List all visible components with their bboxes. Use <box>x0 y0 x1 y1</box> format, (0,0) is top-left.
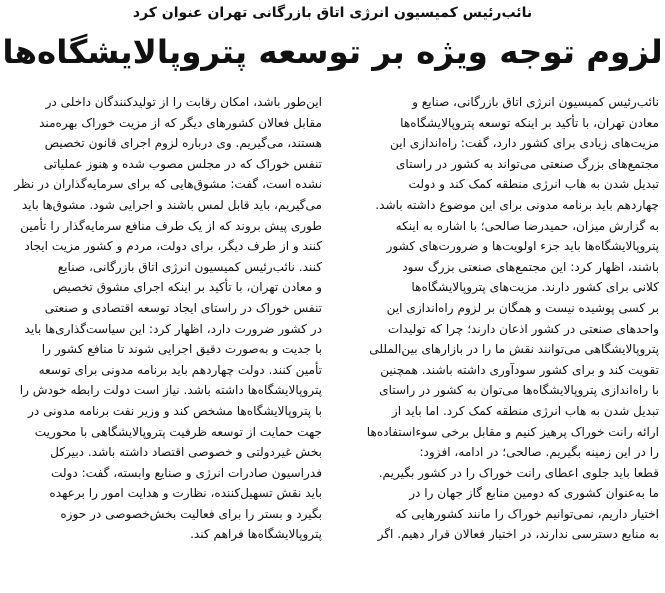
article-text-line: بگیرد و بستر را برای فعالیت بخش‌خصوصی در حوزه <box>60 506 322 521</box>
article-text-line: تبدیل شدن به هاب انرژی منطقه کمک کند و دولت <box>408 177 659 192</box>
article-text-line: معادن تهران، با تأکید بر اینکه توسعه پتروپالایشگاه‌ها <box>400 115 659 130</box>
article-text-line: ما به‌عنوان کشوری که دومین منابع گاز جهان را در <box>409 486 659 501</box>
article-text-line: به منابع دسترسی ندارند، در اختیار فعالان قرار دهیم. اگر <box>377 527 659 542</box>
article-text-line: به گزارش میزان، حمیدرضا صالحی؛ با اشاره به اینکه <box>395 218 659 233</box>
article-text-line: این‌طور باشد، امکان رقابت را از تولیدکنندگان داخلی در <box>45 95 322 109</box>
article-text-line: مقابل فعالان کشورهای دیگر که از مزیت خوراک بهره‌مند <box>39 115 322 130</box>
article-text-line: پتروپالایشگاه‌ها داشته باشد. نیاز است دولت رابطه خودش را <box>19 383 322 398</box>
article-text-line: واحدهای صنعتی در کشور اذعان دارند؛ چرا که تولیدات <box>387 321 659 336</box>
article-text-line: جهت حمایت از توسعه ظرفیت پتروپالایشگاهی با محوریت <box>34 424 322 439</box>
article-text-line: فدراسیون صادرات انرژی و صنایع وابسته، گفت: دولت <box>50 465 322 480</box>
article-text-line: مزیت‌های زیادی برای کشور دارد، گفت: راه‌اندازی این <box>390 136 659 151</box>
article-headline: لزوم توجه ویژه بر توسعه پتروپالایشگاه‌ها <box>2 33 663 71</box>
article-text-line: پتروپالایشگاهی می‌توانند نقش ما را در بازارهای بین‌المللی <box>369 342 659 357</box>
article-column-left <box>2 92 322 592</box>
article-text-line: تأمین کنند. دولت چهاردهم باید برنامه مدونی برای توسعه <box>38 362 322 377</box>
article-text-line: مجتمع‌های بزرگ صنعتی می‌تواند به کشور در راستای <box>395 156 659 171</box>
article-text-line: اختیار داریم، نمی‌توانیم خوراک را مانند کشورهایی که <box>395 506 659 521</box>
article-text-line: با پتروپالایشگاه‌ها مشخص کند و وزیر نفت برنامه مدونی در <box>28 403 322 418</box>
article-text-line: باشند، اظهار کرد: این مجتمع‌های صنعتی بزرگ سود <box>402 259 659 274</box>
article-text-line: تقویت کند و برای کشور سودآوری داشته باشند. همچنین <box>380 362 659 377</box>
article-text-line: بخش غیردولتی و خصوصی اقتصاد داشته باشد. دبیرکل <box>50 445 322 460</box>
article-text-line: کلانی برای کشور دارند. مزیت‌های پتروپالایشگاه‌ها <box>411 280 659 295</box>
article-text-line: نائب‌رئیس کمیسیون انرژی اتاق بازرگانی، صنایع و <box>412 95 659 109</box>
article-text-line: نشده است، گفت: مشوق‌هایی که برای سرمایه‌گذاران در نظر <box>14 177 322 192</box>
article-text-line: کنند و از طرف دیگر، برای دولت، مردم و کشور مزیت ایجاد <box>24 239 322 254</box>
article-text-line: پتروپالایشگاه‌ها باید جزء اولویت‌ها و ضرورت‌های کشور <box>386 239 659 254</box>
article-text-line: کنند. نائب‌رئیس کمیسیون انرژی اتاق بازرگانی، صنایع <box>57 259 322 274</box>
article-text-line: و معادن تهران، با تأکید بر اینکه اجرای مشوق تخصیص <box>52 280 322 295</box>
article-text-line: تبدیل شدن به هاب انرژی منطقه کمک کرد. اما باید از <box>391 403 659 418</box>
article-text-line: باید نقش تسهیل‌کننده، نظارت و هدایت امور را برعهده <box>49 486 322 501</box>
article-supertitle: نائب‌رئیس کمیسیون انرژی اتاق بازرگانی تهران عنوان کرد <box>132 5 533 21</box>
article-text-line: در کشور ضرورت دارد، اظهار کرد: این سیاست‌گذاری‌ها باید <box>24 321 322 336</box>
article-text-line: تنفس خوراک در راستای ایجاد توسعه اقتصادی و صنعتی <box>44 300 322 315</box>
article-text-line: طوری پیش بروند که از یک طرف منافع سرمایه‌گذار را تأمین <box>20 218 322 233</box>
article-text-line: بر کسی پوشیده نیست و همگان بر لزوم راه‌اندازی این <box>386 300 659 315</box>
article-text-line: ارائه رانت خوراک پرهیز کنیم و مقابل برخی سوءاستفاده‌ها <box>366 424 659 439</box>
article-text-line: قطعا باید جلوی اعطای رانت خوراک را در کشور بگیریم. <box>378 465 659 480</box>
article-text-line: چهاردهم باید برنامه مدونی برای این موضوع داشته باشد. <box>375 197 659 212</box>
article-text-line: تنفس خوراک که در مجلس مصوب شده و هنوز عملیاتی <box>43 156 322 171</box>
article-text-line: پتروپالایشگاه‌ها فراهم کند. <box>190 527 322 542</box>
article-text-line: با راه‌اندازی پتروپالایشگاه‌ها می‌توان به کشور در راستای <box>379 383 659 398</box>
article-text-line: هستند، می‌گیریم. وی درباره لزوم اجرای قانون تخصیص <box>44 136 322 151</box>
article-text-line: با جدیت و به‌صورت دقیق اجرایی شوند تا منافع کشور را <box>41 342 322 357</box>
article-text-line: می‌گیریم، باید قابل لمس باشند و اجرایی شود. مشوق‌ها باید <box>21 197 322 212</box>
article-column-right <box>343 92 659 592</box>
article-text-line: را در این زمینه بگیریم. صالحی؛ در ادامه، افزود: <box>419 445 659 460</box>
